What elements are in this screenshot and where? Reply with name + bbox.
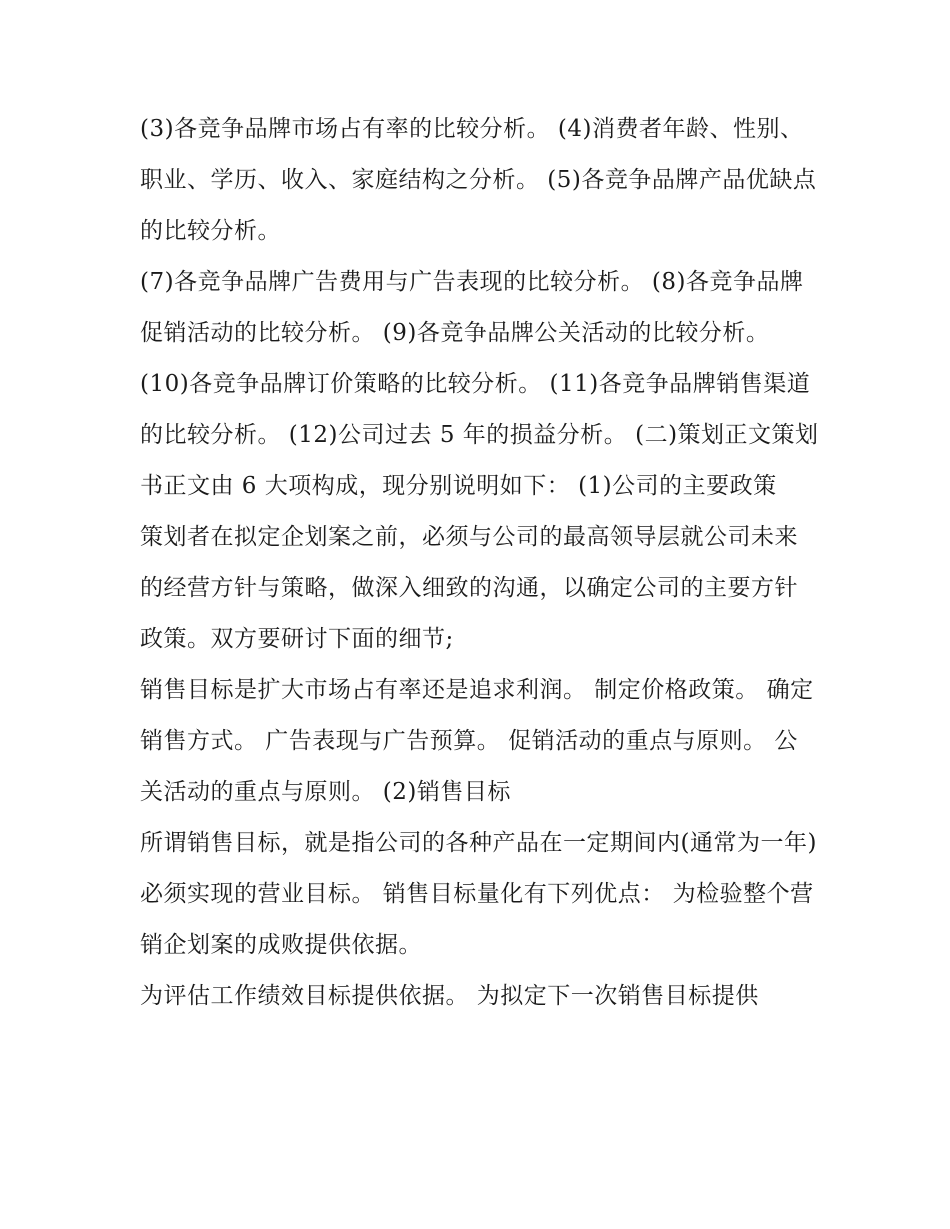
- paragraph-7: 为评估工作绩效目标提供依据。 为拟定下一次销售目标提供: [140, 983, 759, 1009]
- paragraph-1: (3)各竞争品牌市场占有率的比较分析。 (4)消费者年龄、性别、职业、学历、收入、家庭结构之分析。 (5)各竞争品牌产品优缺点的比较分析。: [140, 116, 817, 244]
- paragraph-3: (10)各竞争品牌订价策略的比较分析。 (11)各竞争品牌销售渠道的比较分析。 (12)公司过去 5 年的损益分析。 (二)策划正文策划书正文由 6 大项构成，现分别说明如下： (1)公司的主要政策: [140, 371, 819, 499]
- document-body: [140, 104, 820, 1022]
- paragraph-2: (7)各竞争品牌广告费用与广告表现的比较分析。 (8)各竞争品牌促销活动的比较分析。 (9)各竞争品牌公关活动的比较分析。: [140, 269, 804, 346]
- paragraph-6: 所谓销售目标，就是指公司的各种产品在一定期间内(通常为一年)必须实现的营业目标。 销售目标量化有下列优点： 为检验整个营销企划案的成败提供依据。: [140, 830, 817, 958]
- paragraph-5: 销售目标是扩大市场占有率还是追求利润。 制定价格政策。 确定销售方式。 广告表现与广告预算。 促销活动的重点与原则。 公关活动的重点与原则。 (2)销售目标: [140, 677, 814, 805]
- paragraph-4: 策划者在拟定企划案之前，必须与公司的最高领导层就公司未来的经营方针与策略，做深入细致的沟通，以确定公司的主要方针政策。双方要研讨下面的细节;: [140, 524, 798, 652]
